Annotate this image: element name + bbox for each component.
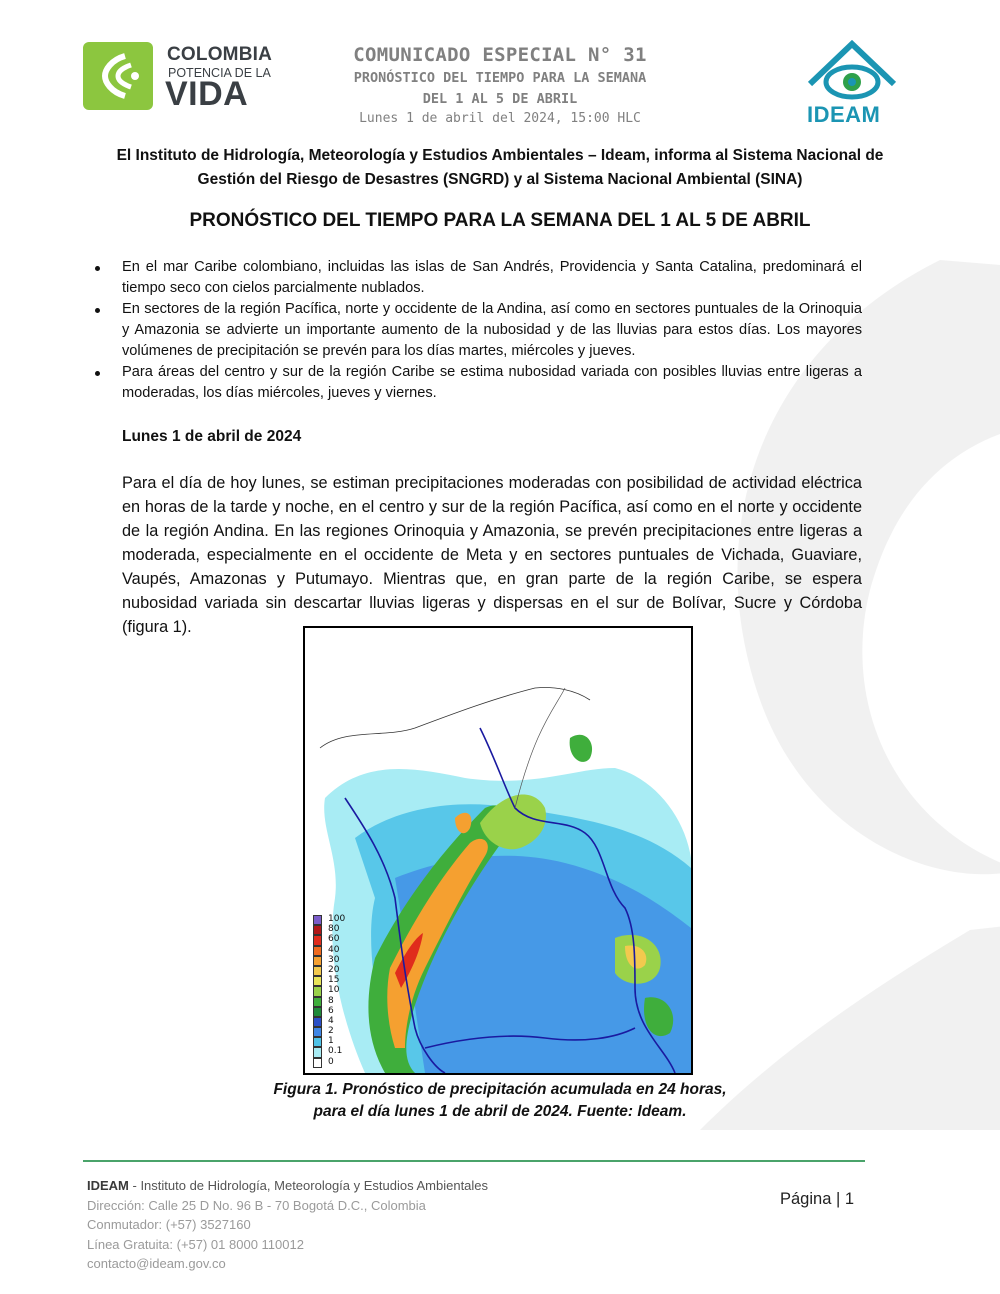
legend-label: 0.1 [328, 1046, 343, 1057]
legend-entry [313, 1058, 361, 1068]
bullet-dot-icon [95, 308, 100, 313]
legend-entry [313, 997, 361, 1007]
caption-line2: para el día lunes 1 de abril de 2024. Fuente: Ideam. [313, 1103, 687, 1120]
ideam-wordmark: IDEAM [807, 102, 881, 127]
legend-swatch [313, 1017, 322, 1027]
ideam-eye-icon [804, 40, 900, 102]
footer-address: Dirección: Calle 25 D No. 96 B - 70 Bogotá D.C., Colombia [87, 1197, 426, 1213]
map-legend [313, 915, 361, 1068]
colombia-potencia-logo [83, 42, 283, 114]
legend-swatch [313, 946, 322, 956]
footer-toll-free: Línea Gratuita: (+57) 01 8000 110012 [87, 1236, 304, 1252]
legend-label: 10 [328, 985, 340, 996]
legend-swatch [313, 956, 322, 966]
ideam-logo [804, 40, 900, 130]
legend-label: 40 [328, 944, 340, 955]
legend-entry [313, 1027, 361, 1037]
legend-entry [313, 1007, 361, 1017]
footer-org [87, 1176, 488, 1196]
bullet-item [122, 362, 862, 404]
legend-swatch [313, 1027, 322, 1037]
page-number: Página | 1 [780, 1190, 855, 1208]
day-forecast-paragraph: Para el día de hoy lunes, se estiman precipitaciones moderadas con posibilidad de actividad eléctrica en horas de la tarde y noche, en el centro y sur de la región Pacífica, así como en el norte y occidente de la región Andina. En las regiones Orinoquia y Amazonia, se prevén precipitaciones entre ligeras a moderada, especialmente en el occidente de Meta y en sectores puntuales de Vichada, Guaviare, Vaupés, Amazonas y Putumayo. Mientras que, en gran parte de la región Caribe, se espera nubosidad variada sin descartar lluvias ligeras y dispersas en el sur de Bolívar, Sucre y Córdoba (figura 1). [122, 474, 862, 636]
document-header [300, 44, 700, 126]
caption-line1: Figura 1. Pronóstico de precipitación acumulada en 24 horas, [273, 1081, 727, 1098]
footer-divider [83, 1160, 865, 1162]
legend-swatch [313, 976, 322, 986]
bullet-item [122, 257, 862, 299]
precipitation-map-image [305, 628, 691, 1073]
header-subtitle-2: DEL 1 AL 5 DE ABRIL [422, 91, 578, 107]
legend-swatch [313, 966, 322, 976]
legend-label: 4 [328, 1015, 334, 1026]
footer-email-link[interactable]: contacto@ideam.gov.co [87, 1256, 226, 1271]
bullet-item [122, 299, 862, 362]
header-subtitle-1: PRONÓSTICO DEL TIEMPO PARA LA SEMANA [353, 70, 647, 86]
bullet-dot-icon [95, 371, 100, 376]
legend-label: 6 [328, 1005, 334, 1016]
legend-label: 100 [328, 914, 346, 924]
logo-line3: VIDA [165, 75, 249, 113]
figure-caption [200, 1079, 800, 1123]
legend-label: 60 [328, 934, 340, 945]
legend-label: 2 [328, 1026, 334, 1037]
legend-label: 20 [328, 964, 340, 975]
legend-label: 30 [328, 954, 340, 965]
bullet-text: Para áreas del centro y sur de la región Caribe se estima nubosidad variada con posibles lluvias entre ligeras a moderadas, los días miércoles, jueves y viernes. [122, 364, 862, 401]
bullet-text: En sectores de la región Pacífica, norte y occidente de la Andina, así como en sectores puntuales de la Orinoquia y Amazonia se advierte un importante aumento de la nubosidad y de las lluvias para estos días. Los mayores volúmenes de precipitación se prevén para los días martes, miércoles y jueves. [122, 301, 862, 359]
legend-swatch [313, 986, 322, 996]
legend-label: 15 [328, 975, 340, 986]
legend-label: 8 [328, 995, 334, 1006]
legend-label: 80 [328, 924, 340, 935]
header-datetime: Lunes 1 de abril del 2024, 15:00 HLC [359, 111, 641, 126]
footer-org-rest: - Instituto de Hidrología, Meteorología y Estudios Ambientales [128, 1178, 489, 1193]
legend-label: 0 [328, 1056, 334, 1067]
legend-swatch [313, 1007, 322, 1017]
legend-swatch [313, 1047, 322, 1057]
legend-entry [313, 986, 361, 996]
bullet-dot-icon [95, 266, 100, 271]
legend-swatch [313, 1058, 322, 1068]
footer-phone: Conmutador: (+57) 3527160 [87, 1217, 251, 1232]
footer-org-bold: IDEAM [87, 1178, 129, 1193]
legend-swatch [313, 915, 322, 925]
legend-label: 1 [328, 1036, 334, 1047]
colombia-mark-icon [83, 42, 153, 110]
summary-bullets [122, 257, 862, 404]
logo-line2: POTENCIA DE LA [168, 66, 271, 80]
legend-swatch [313, 997, 322, 1007]
legend-swatch [313, 925, 322, 935]
logo-line1: COLOMBIA [167, 44, 273, 65]
communique-number: COMUNICADO ESPECIAL N° 31 [353, 44, 647, 66]
legend-entry [313, 1017, 361, 1027]
intro-statement: El Instituto de Hidrología, Meteorología y Estudios Ambientales – Ideam, informa al Sistema Nacional de Gestión del Riesgo de Desastres (SNGRD) y al Sistema Nacional Ambiental (SINA) [116, 147, 884, 188]
main-title: PRONÓSTICO DEL TIEMPO PARA LA SEMANA DEL 1 AL 5 DE ABRIL [189, 210, 811, 231]
precipitation-map [303, 626, 693, 1075]
legend-swatch [313, 1037, 322, 1047]
footer-contact [87, 1176, 488, 1274]
day-heading: Lunes 1 de abril de 2024 [122, 428, 302, 445]
legend-entry [313, 1047, 361, 1057]
legend-swatch [313, 935, 322, 945]
bullet-text: En el mar Caribe colombiano, incluidas las islas de San Andrés, Providencia y Santa Catalina, predominará el tiempo seco con cielos parcialmente nublados. [122, 259, 862, 296]
